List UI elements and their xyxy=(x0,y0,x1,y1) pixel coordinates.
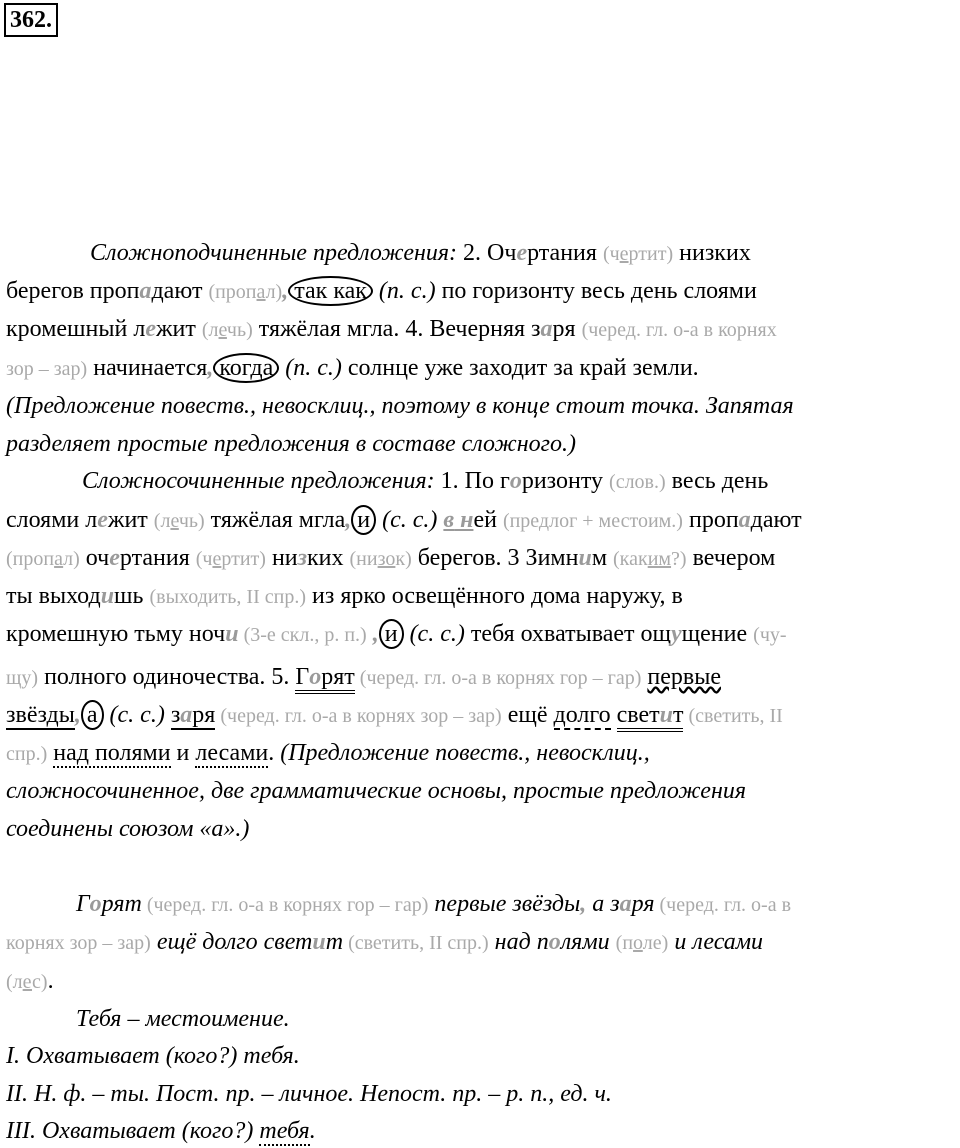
consonant-mark: з xyxy=(297,545,307,571)
text-fragment: и xyxy=(170,740,196,766)
check-word: (чертит) xyxy=(602,243,674,265)
text-fragment: низких xyxy=(673,240,751,266)
text-line-21: I. Охватывает (кого?) тебя. xyxy=(6,1043,300,1069)
text-line-23: III. Охватывает (кого?) тебя. xyxy=(6,1118,316,1144)
vowel-mark: а xyxy=(540,316,553,342)
clause-note: (с. с.) xyxy=(403,621,465,647)
vowel-mark: а xyxy=(738,507,751,533)
circled-conjunction: так как xyxy=(288,276,373,306)
subject: звёзды xyxy=(6,702,75,728)
vowel-mark: о xyxy=(509,468,522,494)
text-fragment: жит xyxy=(107,507,154,533)
text-fragment: тяжёлая мгла. 4. Вечерняя з xyxy=(252,316,541,342)
vowel-mark: е xyxy=(97,507,108,533)
text-fragment: оч xyxy=(79,545,110,571)
text-fragment: начинается xyxy=(87,355,208,381)
text-fragment: ризонту xyxy=(521,468,610,494)
subject: заря xyxy=(170,702,216,728)
section-heading: Сложноподчиненные предложения: xyxy=(90,240,458,266)
grammar-note: (черед. гл. о-а в корнях гор – гар) xyxy=(141,894,429,916)
text-fragment: ртания xyxy=(527,240,603,266)
text-fragment: берегов проп xyxy=(6,278,140,304)
comma-mark: , xyxy=(282,278,289,304)
text-line-18: корнях зор – зар) ещё долго светит (светить, II спр.) над полями (поле) и лесами xyxy=(6,929,764,955)
check-word: щу) xyxy=(6,667,39,689)
text-line-6: разделяет простые предложения в составе сложного.) xyxy=(6,431,577,457)
text-fragment: м xyxy=(591,545,614,571)
vowel-mark: о xyxy=(548,929,561,955)
check-word: (лечь) xyxy=(201,319,253,341)
vowel-mark: о xyxy=(89,891,102,917)
clause-note: (п. с.) xyxy=(279,355,342,381)
vowel-mark: и xyxy=(100,583,115,609)
text-line-5: (Предложение повеств., невосклиц., поэтому в конце стоит точка. Запятая xyxy=(6,393,794,419)
vowel-mark: е xyxy=(516,240,528,266)
grammar-note: (черед. гл. о-а в xyxy=(654,894,792,916)
clause-note: (с. с.) xyxy=(376,507,438,533)
text-fragment: 2. Оч xyxy=(457,240,517,266)
text-line-12 xyxy=(6,661,960,694)
object: над полями xyxy=(53,740,171,766)
text-line-15: сложносочиненное, две грамматические основы, простые предложения xyxy=(6,778,747,804)
text-line-7 xyxy=(6,465,960,498)
vowel-mark: и xyxy=(225,621,239,647)
vowel-mark: и xyxy=(312,929,326,955)
comma-mark: , xyxy=(207,355,214,381)
predicate: светит xyxy=(617,702,684,732)
text-fragment: тяжёлая мгла xyxy=(204,507,346,533)
grammar-note: (черед. гл. о-а в корнях гор – гар) xyxy=(354,667,642,689)
object: лесами xyxy=(195,740,269,766)
text-fragment: ких xyxy=(307,545,350,571)
text-fragment: тебя охватывает ощ xyxy=(464,621,672,647)
vowel-mark: у xyxy=(671,621,682,647)
text-fragment: ещё xyxy=(501,702,554,728)
text-fragment: дают xyxy=(151,278,209,304)
adverbial: долго xyxy=(553,702,611,728)
text-fragment: солнце уже заходит за край земли. xyxy=(341,355,699,381)
text-fragment: по горизонту весь день слоями xyxy=(435,278,757,304)
text-line-17: Горят (черед. гл. о-а в корнях гор – гар) первые звёзды, а заря (черед. гл. о-а в xyxy=(76,891,792,917)
check-word: (лес) xyxy=(6,971,48,993)
check-word: (лечь) xyxy=(153,510,205,532)
circled-conjunction: и xyxy=(351,505,376,535)
text-fragment: из ярко освещённого дома наружу, в xyxy=(306,583,683,609)
text-fragment: . xyxy=(268,740,281,766)
grammar-note: спр.) xyxy=(6,743,48,765)
text-fragment: дают xyxy=(750,507,802,533)
text-line-3 xyxy=(6,313,960,346)
clause-note: (с. с.) xyxy=(103,702,165,728)
vowel-mark: а xyxy=(619,891,632,917)
grammar-note: (черед. гл. о-а в корнях xyxy=(581,319,777,341)
text-fragment: кромешную тьму ноч xyxy=(6,621,226,647)
text-line-19: (лес). xyxy=(6,968,54,994)
text-line-14 xyxy=(6,737,960,770)
check-word: (пропал) xyxy=(208,281,283,303)
circled-conjunction: а xyxy=(81,700,104,730)
text-fragment: ря xyxy=(552,316,582,342)
grammar-note: корнях зор – зар) xyxy=(6,932,151,954)
grammar-note: (3-е скл., р. п.) xyxy=(238,624,367,646)
check-word: (чу- xyxy=(753,624,787,646)
comma-mark: , xyxy=(345,507,352,533)
grammar-note: (светить, II спр.) xyxy=(343,932,489,954)
text-line-4 xyxy=(6,352,960,385)
text-line-1 xyxy=(6,237,960,270)
check-word: (поле) xyxy=(615,932,669,954)
text-fragment: ртания xyxy=(119,545,196,571)
object: тебя xyxy=(259,1118,310,1144)
text-fragment: ты выход xyxy=(6,583,101,609)
section-heading: Сложносочиненные предложения: xyxy=(82,468,435,494)
check-word: (низок) xyxy=(349,548,412,570)
circled-conjunction: когда xyxy=(213,353,279,383)
text-fragment: жит xyxy=(155,316,202,342)
vowel-mark: а xyxy=(139,278,152,304)
text-line-8 xyxy=(6,504,960,537)
comma-mark: , xyxy=(74,702,81,728)
text-line-22: II. Н. ф. – ты. Пост. пр. – личное. Непост. пр. – р. п., ед. ч. xyxy=(6,1081,612,1107)
analysis-note: (Предложение повеств., невосклиц., xyxy=(280,740,650,766)
grammar-note: (светить, II xyxy=(683,705,783,727)
attribute: первые xyxy=(647,664,721,690)
text-fragment: щение xyxy=(681,621,754,647)
grammar-note: (предлог + местоим.) xyxy=(502,510,683,532)
text-fragment: шь xyxy=(114,583,150,609)
check-word: (каким?) xyxy=(613,548,687,570)
comma-mark: , xyxy=(366,621,379,647)
text-line-16: соединены союзом «а».) xyxy=(6,816,250,842)
text-fragment: берегов. 3 Зимн xyxy=(411,545,579,571)
text-line-13 xyxy=(6,699,960,732)
text-line-11 xyxy=(6,618,960,651)
clause-note: (п. с.) xyxy=(372,278,436,304)
check-word: (чертит) xyxy=(195,548,266,570)
grammar-note: (слов.) xyxy=(609,471,666,493)
text-fragment: вечером xyxy=(686,545,776,571)
exercise-number: 362. xyxy=(4,3,58,37)
vowel-mark: е xyxy=(145,316,156,342)
text-fragment: проп xyxy=(682,507,739,533)
grammar-note: (черед. гл. о-а в корнях зор – зар) xyxy=(215,705,502,727)
grammar-note: (выходить, II спр.) xyxy=(149,586,306,608)
vowel-mark: е xyxy=(109,545,120,571)
predicate: Горят xyxy=(295,664,354,694)
text-fragment: кромешный л xyxy=(6,316,146,342)
text-fragment: весь день xyxy=(665,468,769,494)
text-line-2 xyxy=(6,275,960,308)
text-line-20: Тебя – местоимение. xyxy=(76,1006,290,1032)
check-word: (пропал) xyxy=(6,548,80,570)
text-fragment: полного одиночества. 5. xyxy=(38,664,296,690)
text-fragment: слоями л xyxy=(6,507,98,533)
text-fragment: 1. По г xyxy=(434,468,510,494)
text-line-10 xyxy=(6,580,960,613)
comma-mark: , xyxy=(580,891,587,917)
highlighted-prefix: в н xyxy=(443,507,474,533)
text-fragment: ей xyxy=(473,507,503,533)
vowel-mark: и xyxy=(578,545,592,571)
text-fragment: ни xyxy=(265,545,298,571)
text-line-9 xyxy=(6,542,960,575)
grammar-note: зор – зар) xyxy=(6,358,88,380)
circled-conjunction: и xyxy=(379,619,404,649)
